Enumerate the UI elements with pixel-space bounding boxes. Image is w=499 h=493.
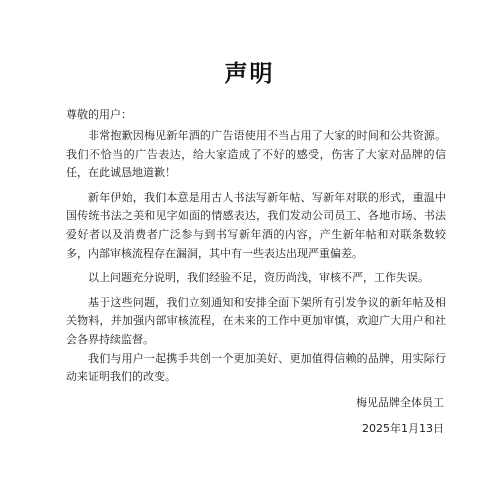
paragraph-reflection: 以上问题充分说明，我们经验不足，资历尚浅，审核不严，工作失误。 xyxy=(88,271,429,285)
paragraph-commitment: 我们与用户一起携手共创一个更加美好、更加值得信赖的品牌，用实际行动来证明我们的改变。 xyxy=(66,351,446,384)
paragraph-apology: 非常抱歉因梅见新年酒的广告语使用不当占用了大家的时间和公共资源。我们不恰当的广告表达，给大家造成了不好的感受，伤害了大家对品牌的信任，在此诚恳地道歉！ xyxy=(66,129,446,180)
page-title: 声明 xyxy=(224,61,275,87)
salutation: 尊敬的用户： xyxy=(66,108,132,121)
signature-date: 2025年1月13日 xyxy=(362,422,444,435)
statement-body xyxy=(66,127,446,393)
paragraph-actions: 基于这些问题，我们立刻通知和安排全面下架所有引发争议的新年帖及相关物料，并加强内部审核流程，在未来的工作中更加审慎，欢迎广大用户和社会各界持续监督。 xyxy=(66,295,446,346)
signature-name: 梅见品牌全体员工 xyxy=(356,396,444,409)
paragraph-background: 新年伊始，我们本意是用古人书法写新年帖、写新年对联的形式，重温中国传统书法之美和见字如面的情感表达，我们发动公司员工、各地市场、书法爱好者以及消费者广泛参与到书写新年酒的内容，产生新年帖和对联条数较多，内部审核流程存在漏洞，其中有一些表达出现严重偏差。 xyxy=(66,190,446,260)
signature-block xyxy=(356,390,444,442)
